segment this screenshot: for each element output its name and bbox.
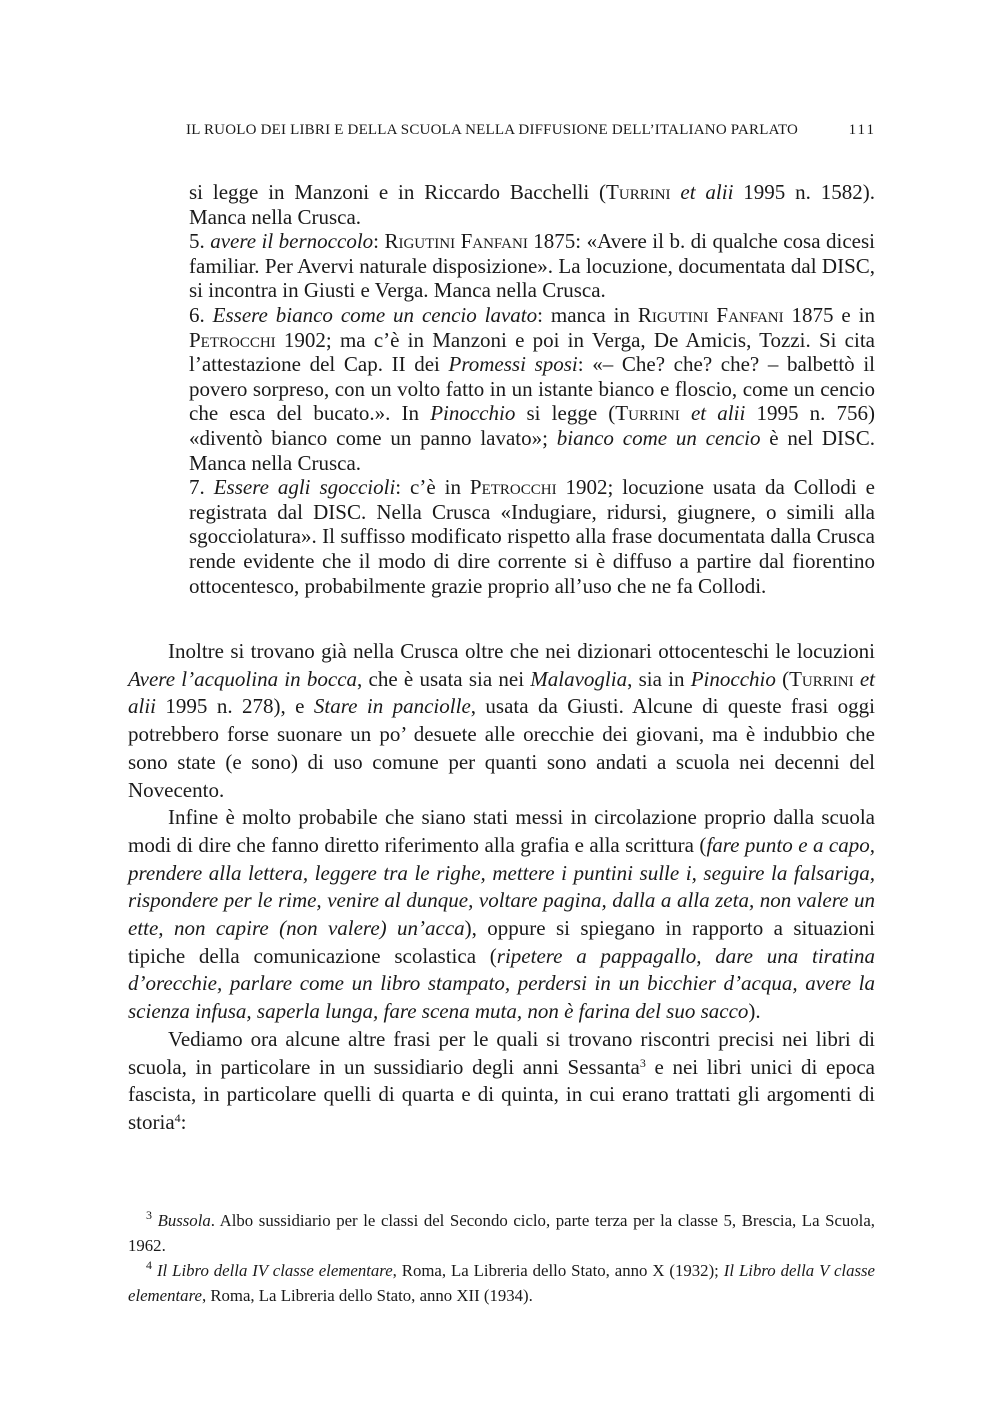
list-item-6: 6. Essere bianco come un cencio lavato: manca in Rigutini Fanfani 1875 e in Petrocchi 1902; ma c’è in Manzoni e poi in Verga, De Amicis, Tozzi. Si cita l’attestazione del Cap. II dei Promessi sposi: «– Che? che? che? – balbettò il povero sorpreso, con un volto fatto in un istante bianco e floscio, come un cencio che esca del bucato.». In Pinocchio si legge (Turrini et alii 1995 n. 756) «diventò bianco come un panno lavato»; bianco come un cencio è nel DISC. Manca nella Crusca. [189,302,876,475]
indented-list-block [189,180,875,598]
footnote-3: $^3$ Bussola. Albo sussidiario per le classi del Secondo ciclo, parte terza per la classe 5, Brescia, La Scuola, 1962. [128,1208,875,1255]
paragraph-inoltre: Inoltre si trovano già nella Crusca oltre che nei dizionari ottocenteschi le locuzioni Avere l’acquolina in bocca, che è usata sia nei Malavoglia, sia in Pinocchio (Turrini et alii 1995 n. 278), e Stare in panciolle, usata da Giusti. Alcune di queste frasi oggi potrebbero forse suonare un po’ desuete alle orecchie dei giovani, ma è indubbio che sono state (e sono) di uso comune per quanti sono andati a scuola nei decenni del Novecento. [128,639,875,802]
footnote-number: 4 [146,1258,152,1272]
list-item-7: 7. Essere agli sgoccioli: c’è in Petrocchi 1902; locuzione usata da Collodi e registrata dal DISC. Nella Crusca «Indugiare, ridursi, giugnere, o simili alla sgocciolatura». Il suffisso modificato rispetto alla frase documentata dalla Crusca rende evidente che il modo di dire corrente si è diffuso a partire dal fiorentino ottocentesco, probabilmente grazie proprio all’uso che ne fa Collodi. [189,475,875,598]
footnote-ref-3[interactable]: 3 [639,1055,646,1070]
main-text [128,638,875,1137]
footnote-number: 3 [146,1208,152,1222]
paragraph-infine: Infine è molto probabile che siano stati messi in circolazione proprio dalla scuola modi di dire che fanno diretto riferimento alla grafia e alla scrittura (fare punto e a capo, prendere alla lettera, leggere tra le righe, mettere i puntini sulle i, seguire la falsariga, rispondere per le rime, venire al dunque, voltare pagina, dalla a alla zeta, non valere un ette, non capire (non valere) un’acca), oppure si spiegano in rapporto a situazioni tipiche della comunicazione scolastica (ripetere a pappagallo, dare una tiratina d’orecchie, parlare come un libro stampato, perdersi in un bicchier d’acqua, avere la scienza infusa, saperla lunga, fare scena muta, non è farina del suo sacco). [128,805,876,1024]
paragraph-vediamo: Vediamo ora alcune altre frasi per le quali si trovano riscontri precisi nei libri di scuola, in particolare in un sussidiario degli anni Sessanta$^3$ e nei libri unici di epoca fascista, in particolare quelli di quarta e di quinta, in cui erano trattati gli argomenti di storia$^4$: [128,1026,876,1134]
running-title: IL RUOLO DEI LIBRI E DELLA SCUOLA NELLA DIFFUSIONE DELL’ITALIANO PARLATO [186,122,799,138]
running-header [186,122,876,139]
page-number: 111 [848,122,876,138]
list-item-5: 5. avere il bernoccolo: Rigutini Fanfani 1875: «Avere il b. di qualche cosa dicesi familiar. Per Avervi naturale disposizione». La locuzione, documentata dal DISC, si incontra in Giusti e Verga. Manca nella Crusca. [189,229,875,303]
list-item-continuation: si legge in Manzoni e in Riccardo Bacchelli (Turrini et alii 1995 n. 1582). Manca nella Crusca. [189,180,875,229]
footnotes [128,1208,875,1308]
footnote-ref-4[interactable]: 4 [174,1110,181,1125]
footnote-4: $^4$ Il Libro della IV classe elementare, Roma, La Libreria dello Stato, anno X (1932); Il Libro della V classe elementare, Roma, La Libreria dello Stato, anno XII (1934). [128,1258,875,1305]
